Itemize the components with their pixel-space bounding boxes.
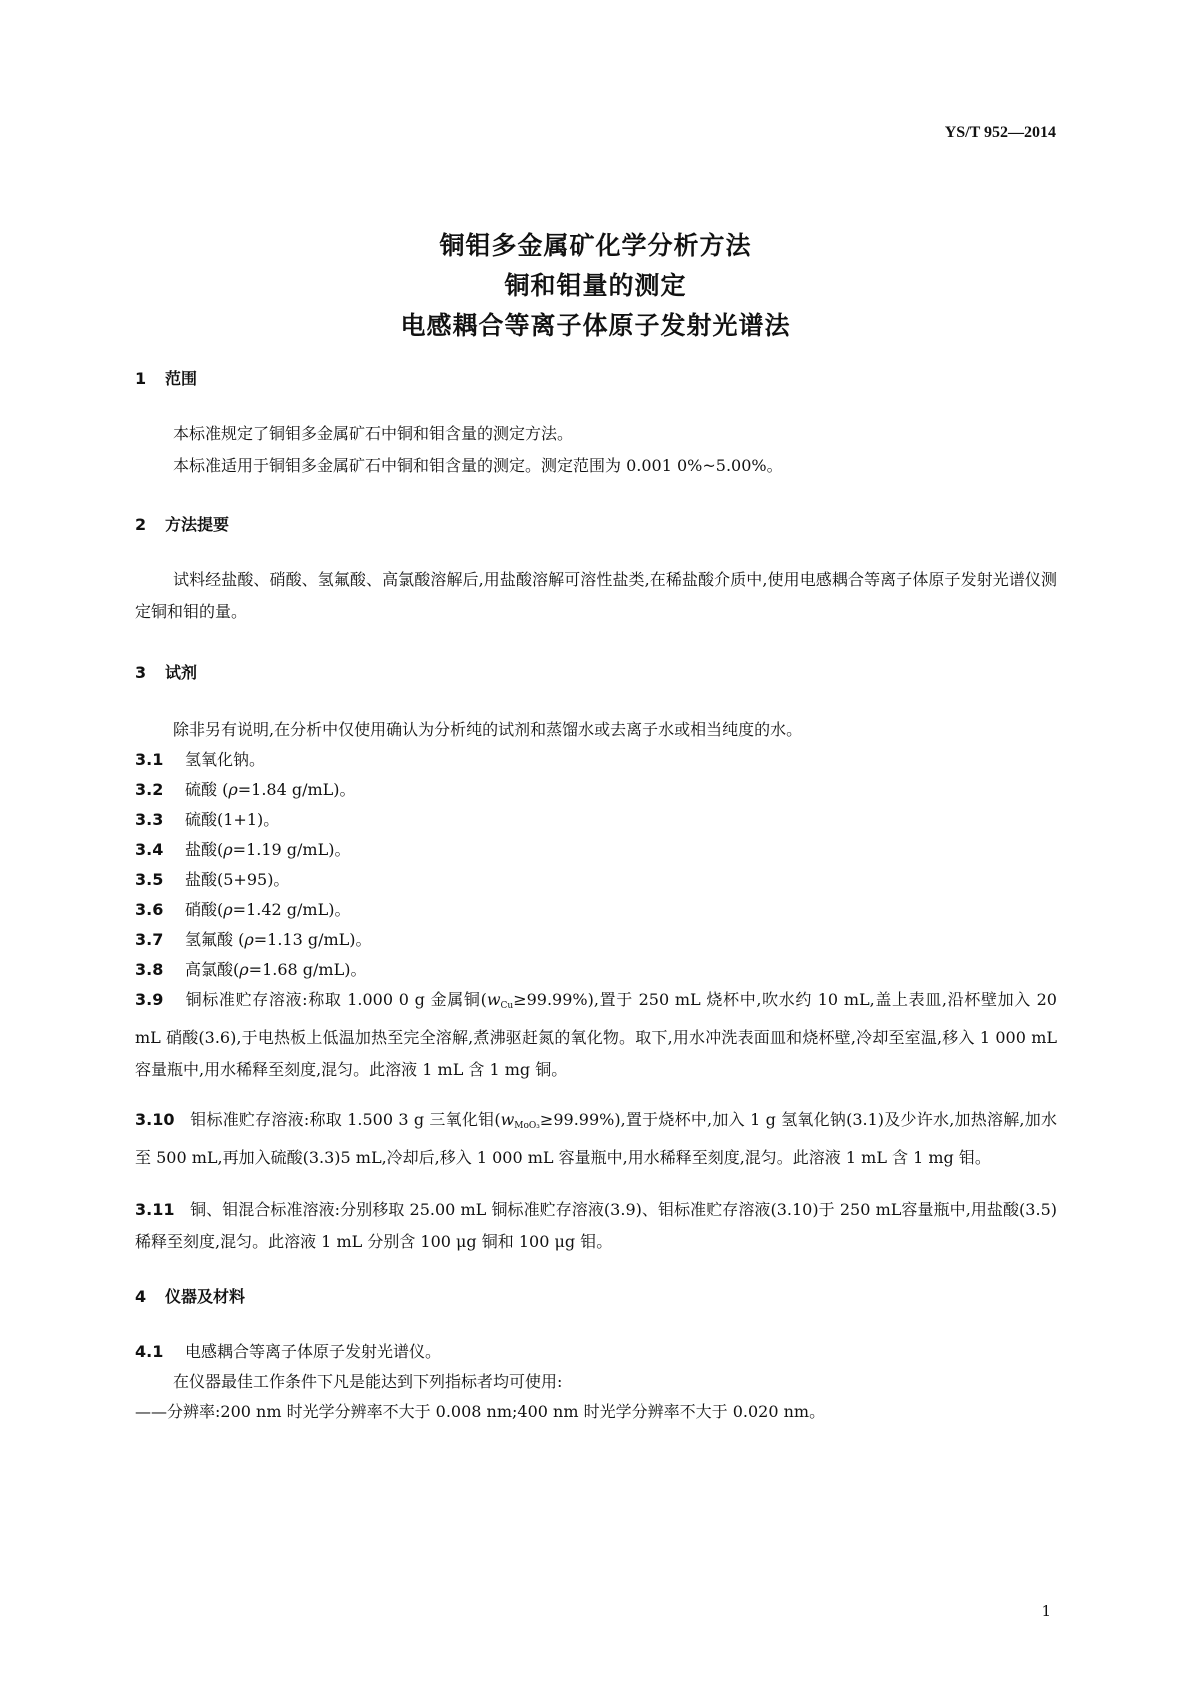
section-4-para-2: ——分辨率:200 nm 时光学分辨率不大于 0.008 nm;400 nm 时光学分辨率不大于 0.020 nm。 (135, 1402, 826, 1421)
section-3-heading (135, 660, 197, 683)
mass-fraction-symbol: w (486, 990, 501, 1009)
reagent-number: 3.7 (135, 930, 164, 949)
reagent-number: 3.6 (135, 900, 164, 919)
reagent-3-2 (135, 774, 1057, 806)
subscript-moo3: MoO₃ (514, 1121, 540, 1131)
reagent-text: 氢氧化钠。 (185, 750, 266, 769)
reagent-number: 3.3 (135, 810, 164, 829)
reagent-3-11 (135, 1194, 1057, 1258)
section-2-number: 2 (135, 515, 147, 534)
reagent-density: =1.84 g/mL)。 (237, 780, 356, 799)
reagent-text: 硝酸( (185, 900, 224, 919)
reagent-number: 3.11 (135, 1200, 175, 1219)
reagent-density: =1.19 g/mL)。 (232, 840, 351, 859)
section-4-heading (135, 1284, 245, 1307)
reagent-number: 3.10 (135, 1110, 175, 1129)
title-line-1: 铜钼多金属矿化学分析方法 (439, 231, 752, 260)
section-1-heading (135, 366, 197, 389)
reagent-number: 3.1 (135, 750, 164, 769)
reagent-number: 3.2 (135, 780, 164, 799)
reagent-text: 盐酸(5+95)。 (185, 870, 290, 889)
reagent-3-10 (135, 1104, 1057, 1174)
reagent-text: 盐酸( (185, 840, 224, 859)
reagent-3-3 (135, 804, 1057, 836)
item-number: 4.1 (135, 1342, 164, 1361)
reagent-3-4 (135, 834, 1057, 866)
mass-fraction-symbol: w (500, 1110, 515, 1129)
document-title (0, 226, 1191, 346)
section-1-para-1: 本标准规定了铜钼多金属矿石中铜和钼含量的测定方法。 (173, 424, 574, 443)
reagent-text: 铜、钼混合标准溶液:分别移取 25.00 mL 铜标准贮存溶液(3.9)、钼标准贮存溶液(3.10)于 250 mL容量瓶中,用盐酸(3.5)稀释至刻度,混匀。此溶液 1 mL 分别含 100 μg 铜和 100 μg 钼。 (135, 1200, 1057, 1251)
section-4-title: 仪器及材料 (165, 1287, 246, 1306)
section-1-number: 1 (135, 369, 147, 388)
section-3-title: 试剂 (165, 663, 198, 682)
section-2-title: 方法提要 (165, 515, 230, 534)
section-2-para-1: 试料经盐酸、硝酸、氢氟酸、高氯酸溶解后,用盐酸溶解可溶性盐类,在稀盐酸介质中,使用电感耦合等离子体原子发射光谱仪测定铜和钼的量。 (135, 570, 1057, 621)
reagent-text: 硫酸 ( (185, 780, 229, 799)
reagent-text: 硫酸(1+1)。 (185, 810, 280, 829)
reagent-3-5 (135, 864, 1057, 896)
reagent-text: 铜标准贮存溶液:称取 1.000 0 g 金属铜( (185, 990, 487, 1009)
section-3-intro: 除非另有说明,在分析中仅使用确认为分析纯的试剂和蒸馏水或去离子水或相当纯度的水。 (173, 720, 803, 739)
standard-code: YS/T 952—2014 (944, 124, 1056, 141)
title-line-2: 铜和钼量的测定 (504, 271, 687, 300)
item-4-1 (135, 1336, 1057, 1368)
rho-symbol: ρ (239, 960, 249, 979)
reagent-text: 钼标准贮存溶液:称取 1.500 3 g 三氧化钼( (190, 1110, 501, 1129)
reagent-3-9 (135, 984, 1057, 1086)
rho-symbol: ρ (228, 780, 238, 799)
rho-symbol: ρ (223, 900, 233, 919)
reagent-3-1 (135, 744, 1057, 776)
rho-symbol: ρ (223, 840, 233, 859)
item-text: 电感耦合等离子体原子发射光谱仪。 (185, 1342, 442, 1361)
reagent-text: 高氯酸( (185, 960, 240, 979)
section-1-para-2: 本标准适用于铜钼多金属矿石中铜和钼含量的测定。测定范围为 0.001 0%~5.00%。 (173, 456, 783, 475)
section-1-title: 范围 (165, 369, 198, 388)
reagent-text-rest: ≥99.99%),置于烧杯中,加入 1 g 氢氧化钠(3.1)及少许水,加热溶解,加水至 500 mL,再加入硫酸(3.3)5 mL,冷却后,移入 1 000 mL 容量瓶中,用水稀释至刻度,混匀。此溶液 1 mL 含 1 mg 钼。 (135, 1110, 1057, 1167)
rho-symbol: ρ (244, 930, 254, 949)
section-4-para-1: 在仪器最佳工作条件下凡是能达到下列指标者均可使用: (173, 1372, 563, 1391)
reagent-density: =1.68 g/mL)。 (248, 960, 367, 979)
reagent-3-8 (135, 954, 1057, 986)
section-4-number: 4 (135, 1287, 147, 1306)
reagent-density: =1.13 g/mL)。 (253, 930, 372, 949)
section-3-number: 3 (135, 663, 147, 682)
reagent-3-7 (135, 924, 1057, 956)
reagent-number: 3.4 (135, 840, 164, 859)
reagent-3-6 (135, 894, 1057, 926)
title-line-3: 电感耦合等离子体原子发射光谱法 (400, 311, 791, 340)
subscript-cu: Cu (500, 1001, 514, 1011)
reagent-number: 3.8 (135, 960, 164, 979)
reagent-text-rest: ≥99.99%),置于 250 mL 烧杯中,吹水约 10 mL,盖上表皿,沿杯壁加入 20 mL 硝酸(3.6),于电热板上低温加热至完全溶解,煮沸驱赶氮的氧化物。取下,用水冲洗表面皿和烧杯壁,冷却至室温,移入 1 000 mL 容量瓶中,用水稀释至刻度,混匀。此溶液 1 mL 含 1 mg 铜。 (135, 990, 1057, 1079)
reagent-number: 3.5 (135, 870, 164, 889)
reagent-text: 氢氟酸 ( (185, 930, 245, 949)
section-2-heading (135, 512, 229, 535)
reagent-density: =1.42 g/mL)。 (232, 900, 351, 919)
reagent-number: 3.9 (135, 990, 164, 1009)
page-number: 1 (1041, 1602, 1051, 1620)
